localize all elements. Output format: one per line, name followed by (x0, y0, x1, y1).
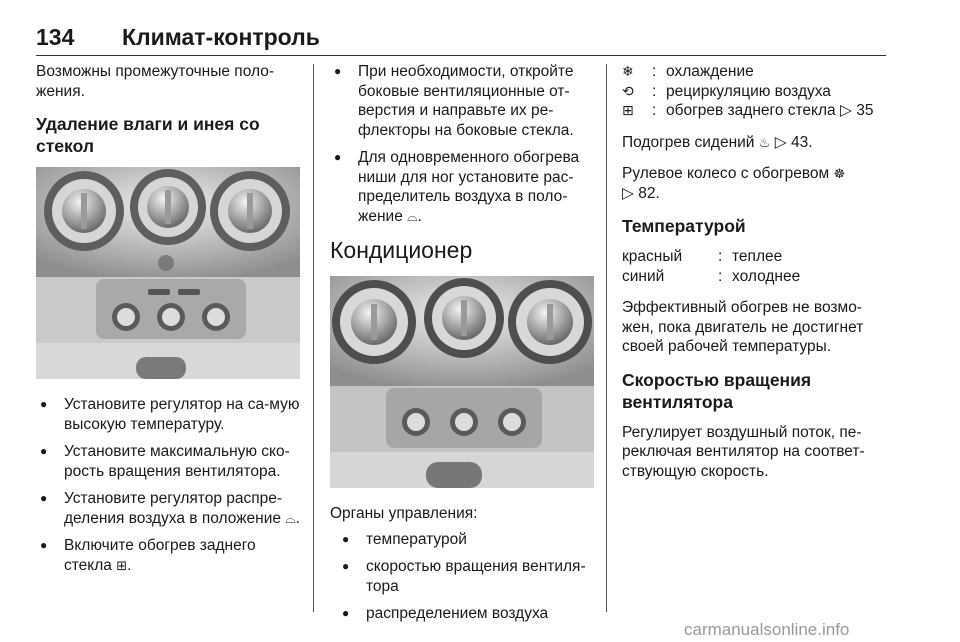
list-item (36, 442, 302, 481)
defog-extra-steps (330, 62, 594, 226)
list-item-text: Установите максимальную ско-рость вращения вентилятора. (64, 443, 290, 480)
legend-value: холоднее (732, 267, 801, 285)
watermark: carmanualsonline.info (684, 620, 850, 639)
list-item-text: скоростью вращения вентиля-тора (366, 558, 586, 595)
list-item-text: температурой (366, 530, 467, 548)
list-item-text: Для одновременного обогрева ниши для ног установите рас-пределитель воздуха в поло-жение (358, 149, 580, 225)
rear-window-heat-icon: ⊞ (622, 102, 634, 118)
heated-wheel-icon: ☸ (833, 166, 846, 181)
column-middle (330, 62, 594, 634)
symbol-row (622, 62, 888, 82)
legend-key: синий (622, 267, 665, 285)
page-ref-arrow-icon: ▷ (622, 184, 634, 202)
symbol-label: рециркуляцию воздуха (666, 82, 831, 100)
colon: : (652, 82, 657, 100)
list-item (330, 62, 594, 140)
colon: : (652, 63, 657, 80)
list-item-suffix: . (417, 207, 422, 225)
list-item-text: Установите регулятор распре-деления воздуха в положение (64, 490, 283, 527)
rear-window-heat-icon: ⊞ (116, 557, 128, 573)
colon: : (652, 102, 657, 119)
page-number: 134 (36, 24, 75, 50)
legend-key: красный (622, 248, 683, 265)
page-ref-arrow-icon: ▷ (774, 133, 787, 151)
list-item-text: распределением воздуха (366, 605, 549, 622)
section-heading-temperature: Температурой (622, 216, 746, 236)
list-item (330, 604, 594, 624)
symbol-label: обогрев заднего стекла (666, 102, 836, 119)
recirculation-icon: ⟲ (622, 82, 634, 99)
page-ref-arrow-icon: ▷ (839, 102, 852, 119)
section-heading-defog: Удаление влаги и инея со стекол (36, 114, 260, 156)
controls-label: Органы управления: (330, 505, 478, 522)
windshield-defrost-icon: ⌓ (285, 510, 296, 526)
climate-panel-photo (36, 167, 300, 379)
section-heading-fan: Скоростью вращения вентилятора (622, 369, 812, 412)
fan-paragraph: Регулирует воздушный поток, пе-реключая вентилятор на соответ-ствующую скорость. (622, 423, 865, 480)
list-item-text: При необходимости, откройте боковые вентиляционные от-верстия и направьте их ре-флекторы на боковые стекла. (358, 63, 574, 139)
list-item-text: Установите регулятор на са-мую высокую температуру. (64, 396, 300, 433)
colon: : (718, 267, 723, 285)
temperature-legend (622, 247, 888, 286)
page-ref: 35 (856, 102, 874, 119)
column-divider (313, 64, 314, 612)
list-item (36, 395, 302, 434)
symbol-label: охлаждение (666, 63, 754, 80)
column-left (36, 62, 302, 585)
seat-heat-paragraph (622, 133, 888, 153)
climate-panel-photo-svg (36, 167, 300, 379)
footwell-windshield-icon: ⌓ (407, 208, 418, 224)
list-item-text: Включите обогрев заднего стекла (64, 537, 256, 574)
list-item (330, 557, 594, 596)
symbol-legend (622, 62, 888, 121)
list-item-suffix: . (127, 556, 132, 574)
list-item-suffix: . (295, 509, 300, 527)
seat-heat-text: Подогрев сидений (622, 133, 755, 151)
header-rule (36, 55, 886, 56)
page-ref: 82. (638, 184, 660, 202)
colon: : (718, 248, 723, 265)
ac-panel-photo-svg (330, 276, 594, 488)
controls-list (330, 530, 594, 624)
ac-panel-photo (330, 276, 594, 488)
list-item (330, 530, 594, 550)
legend-value: теплее (732, 248, 783, 265)
page-title: Климат-контроль (122, 24, 320, 50)
section-heading-ac: Кондиционер (330, 237, 473, 263)
symbol-row (622, 82, 888, 102)
page-header (36, 20, 886, 50)
temperature-note: Эффективный обогрев не возмо-жен, пока двигатель не достигнет своей рабочей температуры. (622, 299, 864, 355)
intro-paragraph: Возможны промежуточные поло-жения. (36, 63, 274, 100)
legend-row (622, 247, 888, 267)
wheel-heat-text: Рулевое колесо с обогревом (622, 165, 830, 182)
list-item (36, 489, 302, 528)
snowflake-icon: ❄ (622, 63, 634, 79)
list-item (330, 148, 594, 226)
column-divider (606, 64, 607, 612)
defog-steps (36, 395, 302, 575)
seat-heat-icon: ♨ (758, 134, 771, 150)
page-ref: 43. (791, 133, 813, 151)
list-item (36, 536, 302, 575)
legend-row (622, 267, 888, 287)
symbol-row (622, 101, 888, 121)
column-right (622, 62, 888, 493)
wheel-heat-paragraph (622, 164, 888, 203)
